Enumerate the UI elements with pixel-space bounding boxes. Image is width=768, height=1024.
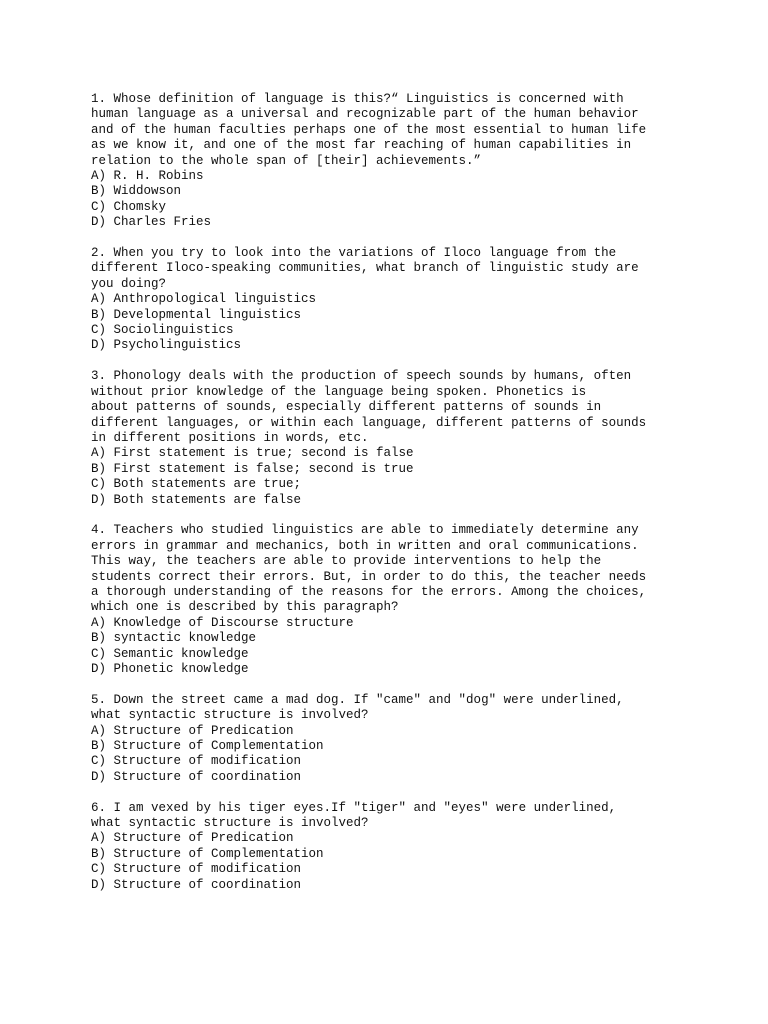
question-5 xyxy=(91,693,691,785)
question-line: relation to the whole span of [their] achievements.” xyxy=(91,153,482,168)
question-line: as we know it, and one of the most far reaching of human capabilities in xyxy=(91,138,632,153)
answer-option: A) Anthropological linguistics xyxy=(91,292,317,307)
question-line: 1. Whose definition of language is this?“ Linguistics is concerned with xyxy=(91,92,624,106)
answer-option: A) Knowledge of Discourse structure xyxy=(91,615,354,630)
answer-option: A) Structure of Predication xyxy=(91,831,294,846)
question-line: and of the human faculties perhaps one of the most essential to human life xyxy=(91,122,647,137)
question-line: 6. I am vexed by his tiger eyes.If "tiger" and "eyes" were underlined, xyxy=(91,800,617,815)
question-line: what syntactic structure is involved? xyxy=(91,816,369,831)
question-line: different languages, or within each language, different patterns of sounds xyxy=(91,415,647,430)
answer-option: C) Chomsky xyxy=(91,199,167,214)
answer-option: D) Both statements are false xyxy=(91,492,302,507)
question-line: a thorough understanding of the reasons for the errors. Among the choices, xyxy=(91,584,647,599)
question-4 xyxy=(91,523,691,677)
answer-option: B) Widdowson xyxy=(91,184,182,199)
question-line: 2. When you try to look into the variations of Iloco language from the xyxy=(91,246,617,261)
answer-option: D) Structure of coordination xyxy=(91,877,302,892)
answer-option: A) First statement is true; second is false xyxy=(91,446,414,461)
answer-option: C) Both statements are true; xyxy=(91,477,302,492)
question-line: students correct their errors. But, in order to do this, the teacher needs xyxy=(91,569,647,584)
question-6 xyxy=(91,801,691,893)
answer-option: C) Semantic knowledge xyxy=(91,646,249,661)
answer-option: C) Structure of modification xyxy=(91,862,302,877)
question-line: which one is described by this paragraph? xyxy=(91,600,399,615)
answer-option: A) Structure of Predication xyxy=(91,723,294,738)
question-line: human language as a universal and recognizable part of the human behavior xyxy=(91,107,639,122)
answer-option: D) Psycholinguistics xyxy=(91,338,242,353)
answer-option: D) Structure of coordination xyxy=(91,769,302,784)
question-2 xyxy=(91,246,691,354)
answer-option: A) R. H. Robins xyxy=(91,169,204,184)
question-1 xyxy=(91,92,691,231)
question-3 xyxy=(91,369,691,508)
question-line: you doing? xyxy=(91,276,167,291)
answer-option: B) Structure of Complementation xyxy=(91,739,324,753)
answer-option: B) syntactic knowledge xyxy=(91,631,257,646)
answer-option: D) Phonetic knowledge xyxy=(91,661,249,676)
answer-option: C) Structure of modification xyxy=(91,754,302,769)
answer-option: B) Structure of Complementation xyxy=(91,846,324,861)
question-line: 4. Teachers who studied linguistics are able to immediately determine any xyxy=(91,523,639,538)
answer-option: D) Charles Fries xyxy=(91,215,212,230)
question-line: about patterns of sounds, especially different patterns of sounds in xyxy=(91,400,602,415)
question-line: what syntactic structure is involved? xyxy=(91,708,369,723)
question-line: 3. Phonology deals with the production of speech sounds by humans, often xyxy=(91,369,632,384)
answer-option: B) First statement is false; second is true xyxy=(91,461,414,476)
question-line: without prior knowledge of the language being spoken. Phonetics is xyxy=(91,384,587,399)
question-line: different Iloco-speaking communities, what branch of linguistic study are xyxy=(91,261,639,276)
answer-option: B) Developmental linguistics xyxy=(91,307,302,322)
question-line: in different positions in words, etc. xyxy=(91,430,369,445)
answer-option: C) Sociolinguistics xyxy=(91,323,234,338)
document-page xyxy=(91,92,691,908)
question-line: 5. Down the street came a mad dog. If "came" and "dog" were underlined, xyxy=(91,692,624,707)
question-line: errors in grammar and mechanics, both in written and oral communications. xyxy=(91,538,639,553)
question-line: This way, the teachers are able to provide interventions to help the xyxy=(91,554,602,569)
